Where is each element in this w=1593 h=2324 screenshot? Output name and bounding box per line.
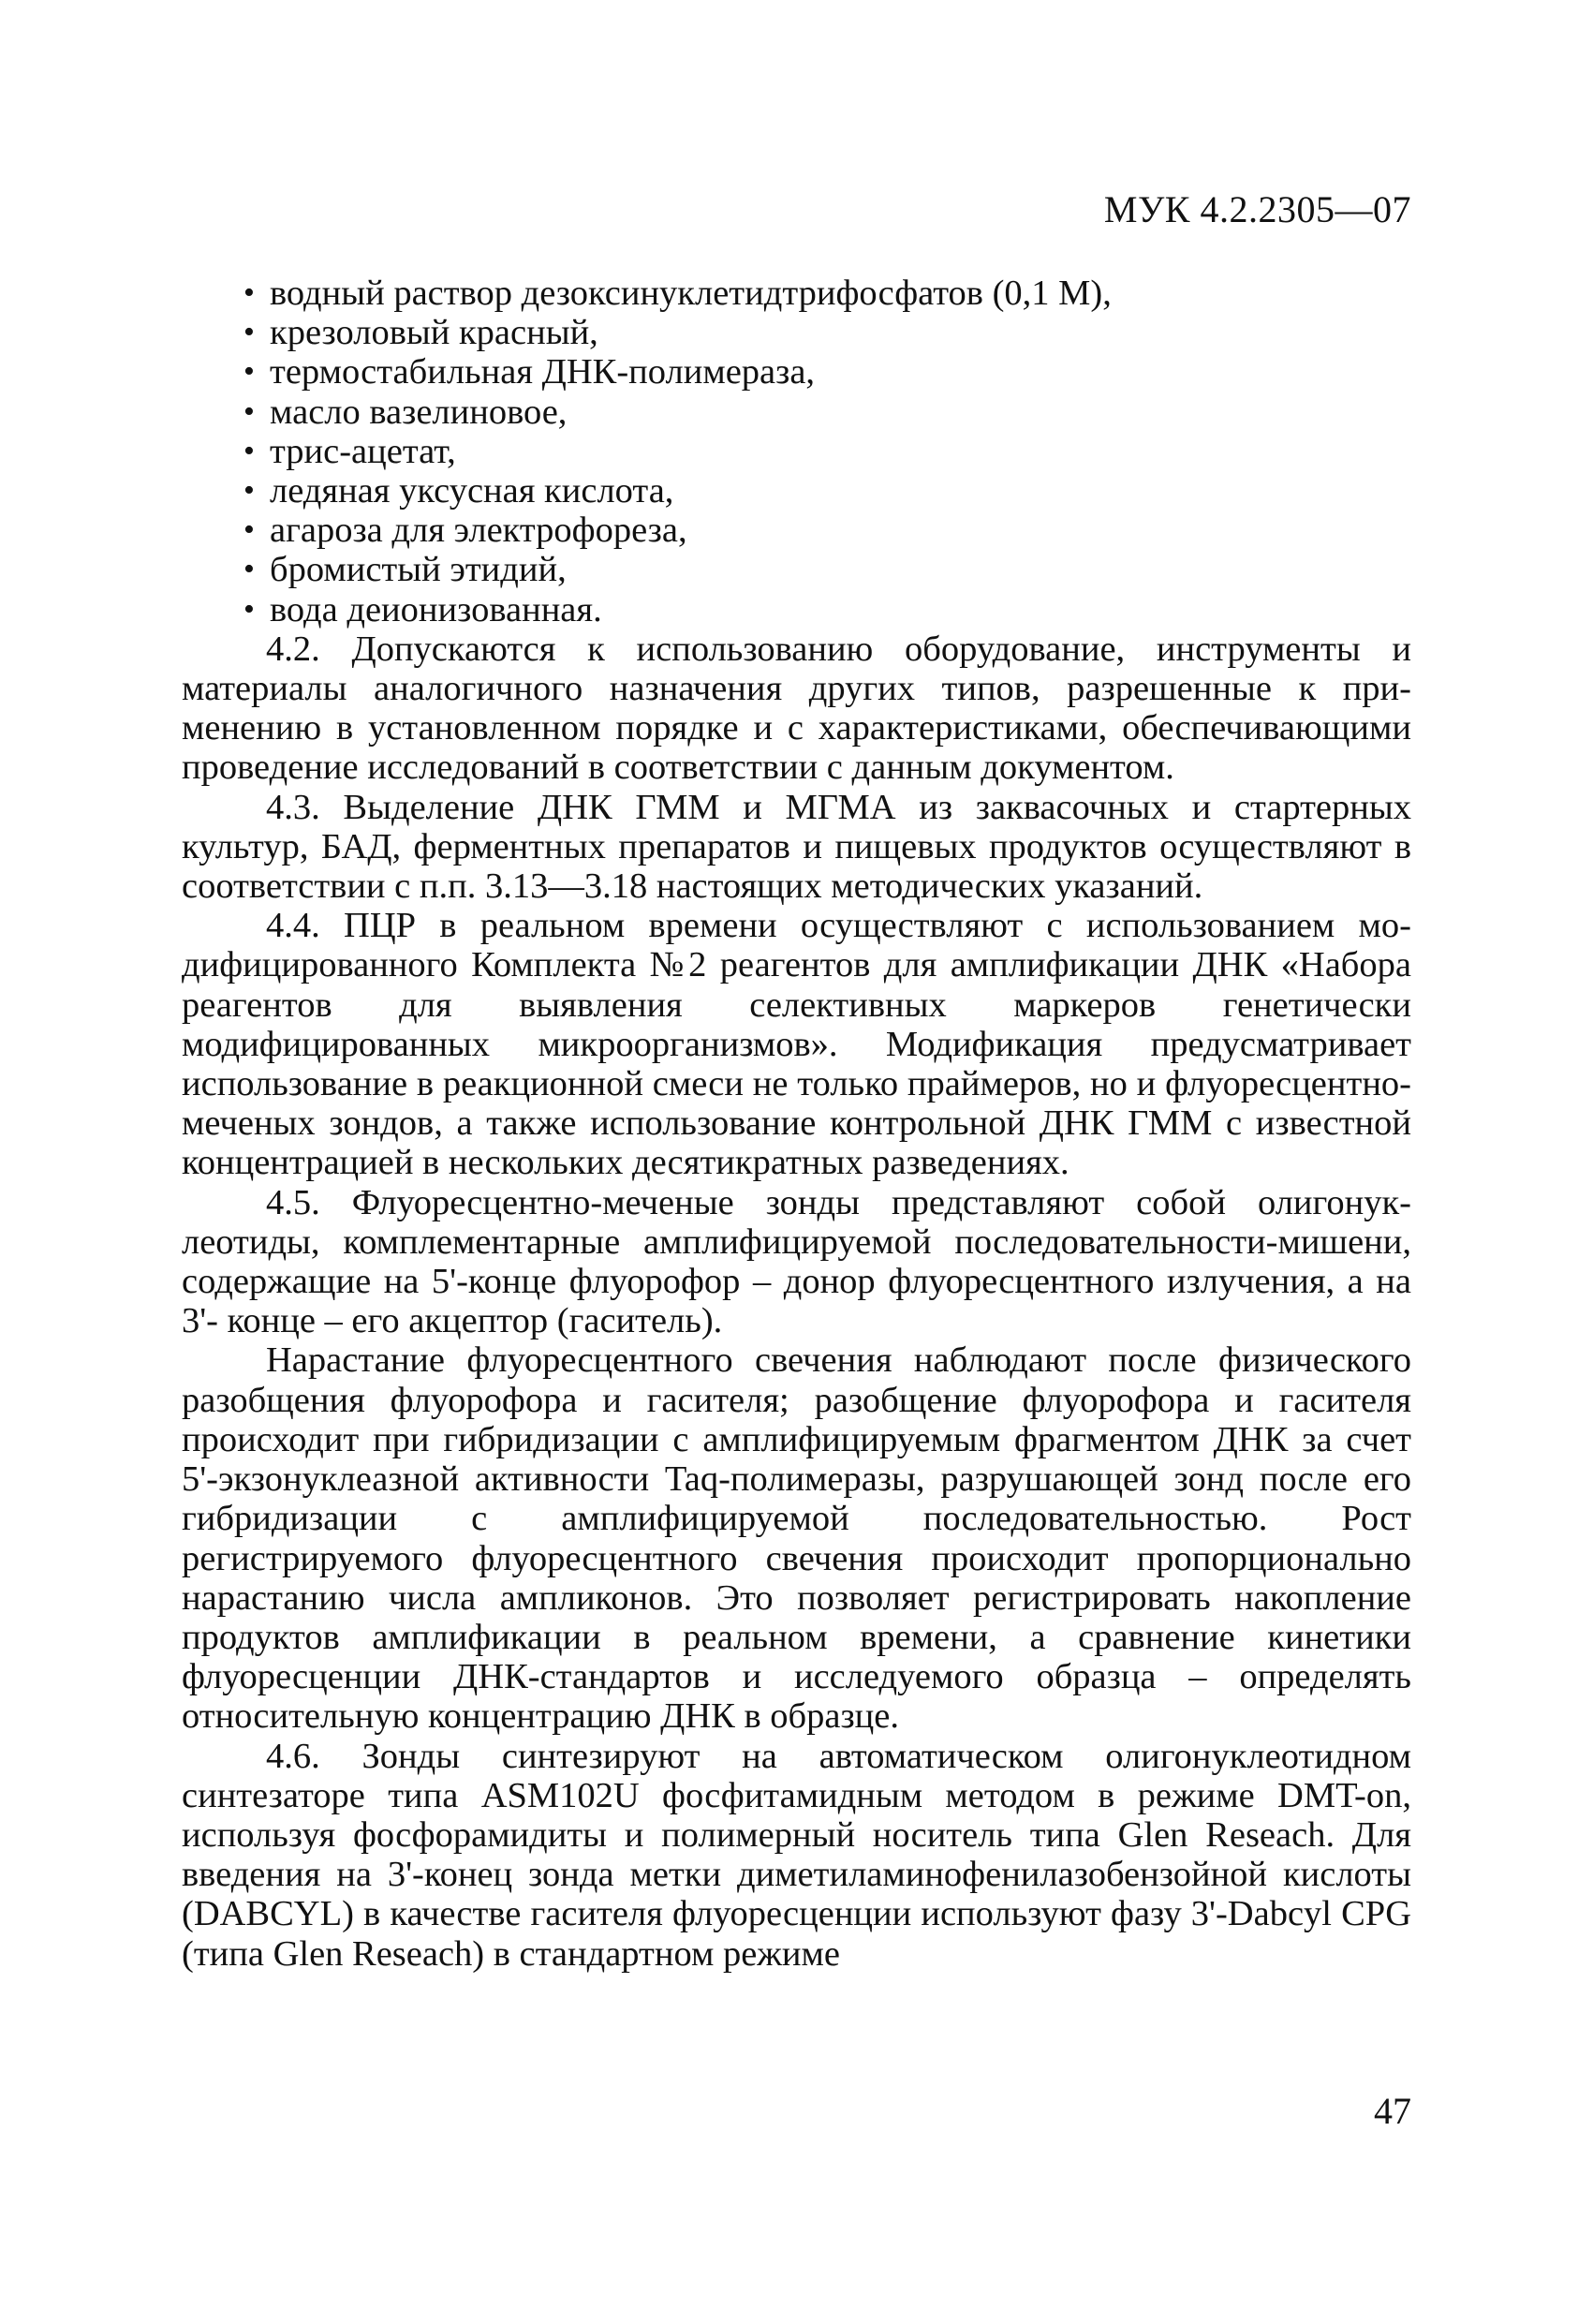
- bullet-icon: •: [243, 315, 255, 350]
- paragraph-4-5: 4.5. Флуоресцентно-меченые зонды представляют собой олигонуклеотиды, комплементарные амплифицируемой последовательности-мишени, содержащие на 5'-конце флуорофор – донор флуоресцентного излучения, а на 3'- конце – его акцептор (гаситель).: [182, 1182, 1411, 1341]
- paragraph-fluorescence: Нарастание флуоресцентного свечения наблюдают после физического разобщения флуорофора и гасителя; разобщение флуорофора и гасителя происходит при гибридизации с амплифицируемым фрагментом ДНК за счет 5'-экзонуклеазной активности Taq-полимеразы, разрушающей зонд после его гибридизации с амплифицируемой последовательностью. Рост регистрируемого флуоресцентного свечения происходит пропорционально нарастанию числа ампликонов. Это позволяет регистрировать накопление продуктов амплификации в реальном времени, а сравнение кинетики флуоресценции ДНК-стандартов и исследуемого образца – определять относительную концентрацию ДНК в образце.: [182, 1340, 1411, 1737]
- paragraph-4-4: 4.4. ПЦР в реальном времени осуществляют с использованием модифицированного Комплекта №2 реагентов для амплификации ДНК «Набора реагентов для выявления селективных маркеров генетически модифицированных микроорганизмов». Модификация предусматривает использование в реакционной смеси не только праймеров, но и флуоресцентно-меченых зондов, а также использование контрольной ДНК ГММ с известной концентрацией в нескольких десятикратных разведениях.: [182, 906, 1411, 1183]
- list-item: • масло вазелиновое,: [243, 392, 568, 432]
- list-item: • агароза для электрофореза,: [243, 511, 687, 551]
- bullet-icon: •: [243, 552, 255, 587]
- paragraph-4-3: 4.3. Выделение ДНК ГММ и МГМА из заквасочных и стартерных культур, БАД, ферментных препаратов и пищевых продуктов осуществляют в соответствии с п.п. 3.13—3.18 настоящих методических указаний.: [182, 787, 1411, 907]
- list-item: • ледяная уксусная кислота,: [243, 471, 674, 511]
- bullet-icon: •: [243, 591, 255, 627]
- list-item: • трис-ацетат,: [243, 431, 456, 471]
- doc-code-header: МУК 4.2.2305—07: [1103, 188, 1411, 230]
- page-number: 47: [1374, 2090, 1411, 2132]
- list-item: • термостабильная ДНК-полимераза,: [243, 352, 816, 392]
- list-item: • крезоловый красный,: [243, 313, 598, 353]
- list-item: • вода деионизованная.: [243, 589, 602, 629]
- bullet-icon: •: [243, 275, 255, 310]
- bullet-icon: •: [243, 393, 255, 429]
- bullet-icon: •: [243, 473, 255, 509]
- list-item: • водный раствор дезоксинуклетидтрифосфатов (0,1 М),: [243, 274, 1112, 313]
- reagent-list: [182, 274, 1411, 629]
- bullet-icon: •: [243, 354, 255, 390]
- page-content: [182, 274, 1411, 1974]
- bullet-icon: •: [243, 433, 255, 468]
- list-item: • бромистый этидий,: [243, 550, 567, 590]
- paragraph-4-6: 4.6. Зонды синтезируют на автоматическом олигонуклеотидном синтезаторе типа ASM102U фосфитамидным методом в режиме DMT-on, используя фосфорамидиты и полимерный носитель типа Glen Reseach. Для введения на 3'-конец зонда метки диметиламинофенилазобензойной кислоты (DABCYL) в качестве гасителя флуоресценции используют фазу 3'-Dabcyl CPG (типа Glen Reseach) в стандартном режиме: [182, 1736, 1411, 1974]
- paragraph-4-2: 4.2. Допускаются к использованию оборудование, инструменты и материалы аналогичного назначения других типов, разрешенные к применению в установленном порядке и с характеристиками, обеспечивающими проведение исследований в соответствии с данным документом.: [182, 629, 1411, 788]
- bullet-icon: •: [243, 512, 255, 548]
